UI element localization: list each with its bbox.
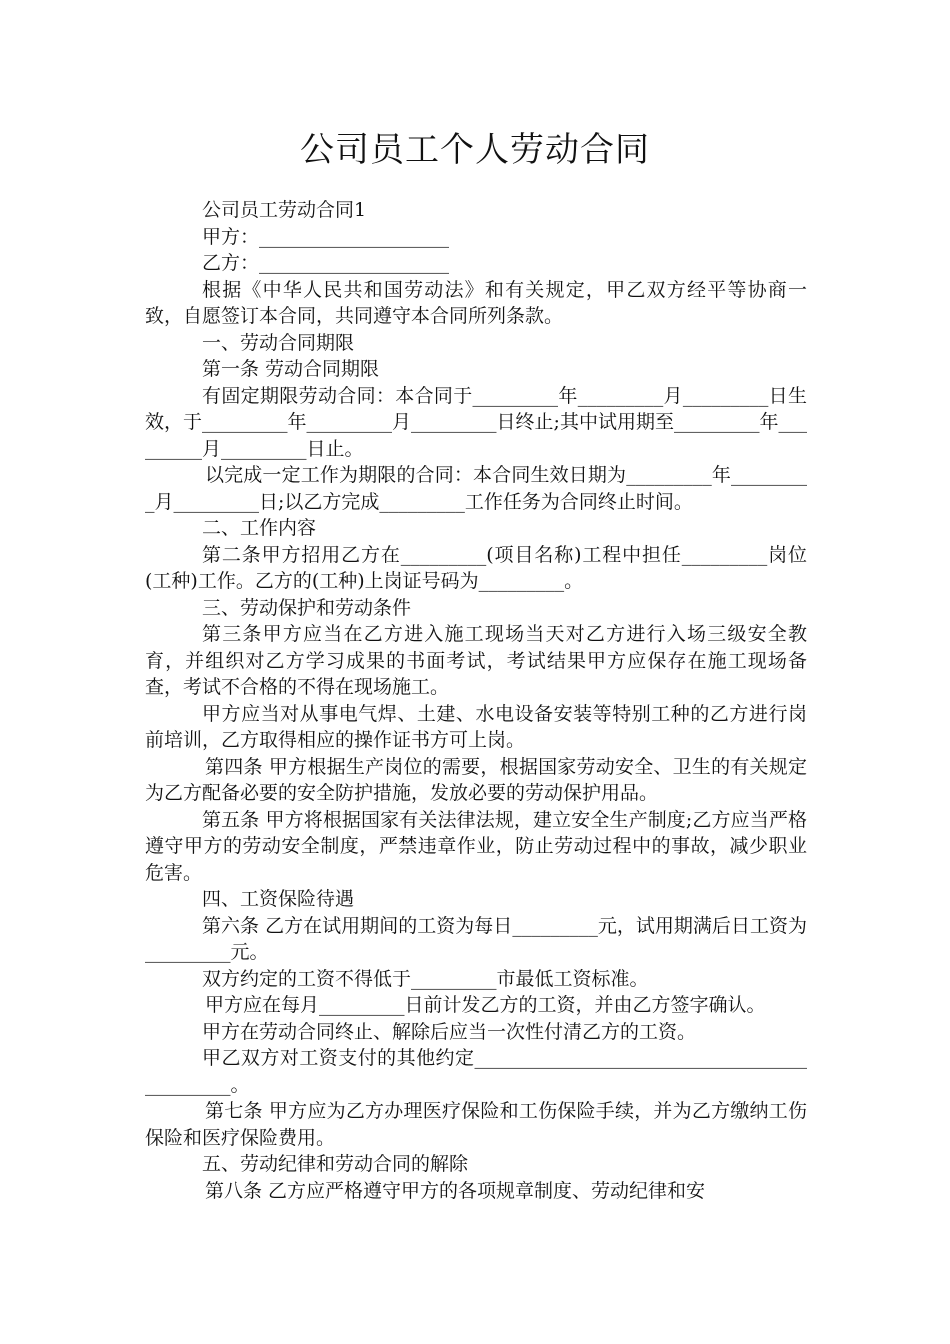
body-paragraph: 甲方应当对从事电气焊、土建、水电设备安装等特别工种的乙方进行岗前培训，乙方取得相应的操作证书方可上岗。 — [145, 702, 807, 751]
section-heading: 二、工作内容 — [202, 517, 317, 539]
body-paragraph: 第二条甲方招用乙方在_________(项目名称)工程中担任_________岗位(工种)工作。乙方的(工种)上岗证号码为_________。 — [145, 543, 807, 592]
section-heading: 四、工资保险待遇 — [202, 888, 355, 910]
party-b-line: 乙方：____________________ — [202, 252, 450, 274]
preamble-paragraph: 根据《中华人民共和国劳动法》和有关规定，甲乙双方经平等协商一致，自愿签订本合同，共同遵守本合同所列条款。 — [145, 278, 807, 327]
section-heading: 一、劳动合同期限 — [202, 331, 355, 354]
body-paragraph: 第四条 甲方根据生产岗位的需要，根据国家劳动安全、卫生的有关规定为乙方配备必要的安全防护措施，发放必要的劳动保护用品。 — [145, 755, 807, 804]
body-paragraph: 第五条 甲方将根据国家有关法律法规，建立安全生产制度;乙方应当严格遵守甲方的劳动安全制度，严禁违章作业，防止劳动过程中的事故，减少职业危害。 — [145, 808, 807, 884]
body-paragraph: 第七条 甲方应为乙方办理医疗保险和工伤保险手续，并为乙方缴纳工伤保险和医疗保险费用。 — [145, 1100, 807, 1149]
article-heading: 第一条 劳动合同期限 — [202, 358, 380, 380]
body-paragraph: 甲方在劳动合同终止、解除后应当一次性付清乙方的工资。 — [202, 1020, 697, 1043]
section-heading: 五、劳动纪律和劳动合同的解除 — [202, 1153, 469, 1175]
body-paragraph: 第六条 乙方在试用期间的工资为每日_________元，试用期满后日工资为_________元。 — [145, 914, 807, 963]
contract-subtitle: 公司员工劳动合同1 — [202, 199, 367, 221]
body-paragraph: 甲乙双方对工资支付的其他约定____________________________________________。 — [145, 1047, 807, 1096]
body-paragraph: 甲方应在每月_________日前计发乙方的工资，并由乙方签字确认。 — [205, 994, 766, 1016]
body-paragraph: 有固定期限劳动合同：本合同于_________年_________月_________日生效，于_________年_________月_________日终止;其中试用期至_________年_________月_________日止。 — [145, 384, 807, 460]
body-paragraph: 双方约定的工资不得低于_________市最低工资标准。 — [202, 967, 649, 990]
body-paragraph: 第八条 乙方应严格遵守甲方的各项规章制度、劳动纪律和安 — [205, 1179, 706, 1202]
section-heading: 三、劳动保护和劳动条件 — [202, 596, 412, 619]
party-a-line: 甲方：____________________ — [202, 225, 450, 248]
document-body — [145, 197, 807, 1204]
body-paragraph: 第三条甲方应当在乙方进入施工现场当天对乙方进行入场三级安全教育，并组织对乙方学习成果的书面考试，考试结果甲方应保存在施工现场备查，考试不合格的不得在现场施工。 — [145, 623, 807, 698]
document-title: 公司员工个人劳动合同 — [300, 130, 650, 170]
body-paragraph: 以完成一定工作为期限的合同：本合同生效日期为_________年_________月_________日;以乙方完成_________工作任务为合同终止时间。 — [145, 464, 807, 513]
